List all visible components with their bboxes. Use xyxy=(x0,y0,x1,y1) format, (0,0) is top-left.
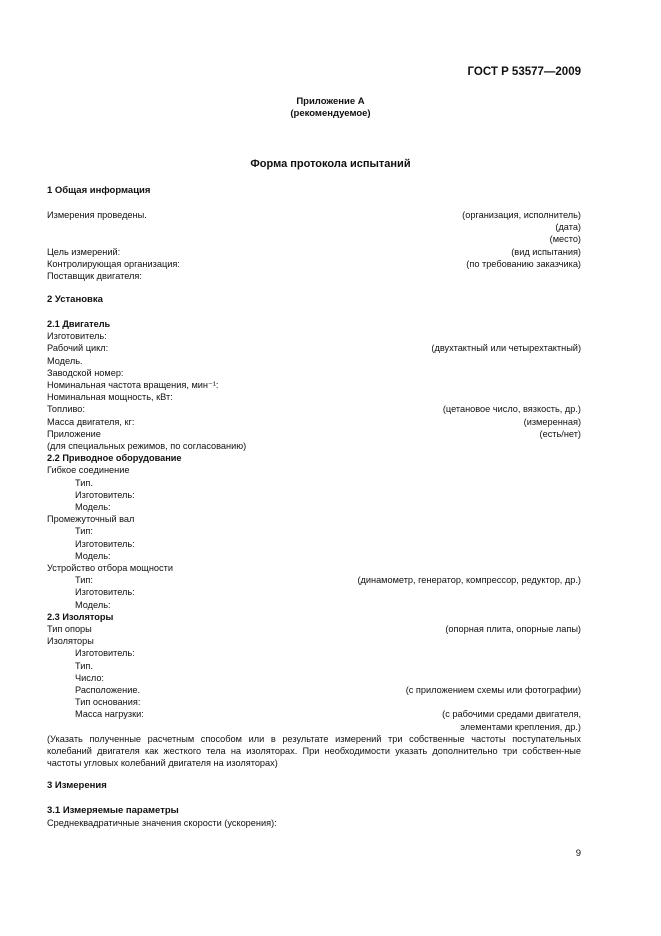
section1-line-note: (организация, исполнитель) xyxy=(462,210,581,220)
section2-line-label: Изготовитель: xyxy=(75,538,135,549)
section2-line-note: (есть/нет) xyxy=(539,428,581,439)
section2-line xyxy=(47,428,581,440)
section1-line-note: (вид испытания) xyxy=(511,246,581,257)
section2-line-label: Тип. xyxy=(75,660,93,671)
appendix-title: Приложение А xyxy=(296,96,365,107)
section2-line xyxy=(47,660,581,672)
section2-line xyxy=(47,538,581,550)
section1-line xyxy=(47,221,581,233)
section2-line xyxy=(47,696,581,708)
section2-line-label: Приложение xyxy=(47,428,101,439)
section1-line-label: Цель измерений: xyxy=(47,246,121,257)
section2-line xyxy=(47,403,581,415)
isolator-frequency-note: (Указать полученные расчетным способом или в результате измерений три собственные частоты поступательных колебаний двигателя как жесткого тела на изоляторах. При необходимости указать дополнительно три собствен-ные частоты угловых колебаний двигателя на изоляторах) xyxy=(47,733,581,769)
section2-line-note: (с рабочими средами двигателя, xyxy=(442,709,581,720)
section2-line-label: Модель: xyxy=(75,550,111,561)
section2-line-label: Модель: xyxy=(75,599,111,610)
section3-heading: 3 Измерения xyxy=(47,780,107,791)
section2-line xyxy=(47,708,581,720)
section2-line-label: Расположение. xyxy=(75,685,141,695)
section2-line xyxy=(47,416,581,428)
section2-line xyxy=(47,721,581,733)
section1-heading: 1 Общая информация xyxy=(47,185,151,196)
section2-line xyxy=(47,464,581,476)
standard-number: ГОСТ Р 53577—2009 xyxy=(467,66,581,78)
section2-line xyxy=(47,477,581,489)
section2-line-label: Устройство отбора мощности xyxy=(47,563,173,573)
section3-line-label: Среднеквадратичные значения скорости (ускорения): xyxy=(47,818,277,828)
section1-line-label: Измерения проведены. xyxy=(47,210,147,220)
section1-line xyxy=(47,209,581,221)
section2-line xyxy=(47,647,581,659)
section2-line-label: Изготовитель: xyxy=(47,331,107,342)
section2-line-label: (для специальных режимов, по согласованию) xyxy=(47,441,247,451)
section2-line-label: Изготовитель: xyxy=(75,648,135,659)
section2-line-label: 2.2 Приводное оборудование xyxy=(47,453,182,464)
section2-line xyxy=(47,562,581,574)
section2-line xyxy=(47,501,581,513)
section3-1-heading: 3.1 Измеряемые параметры xyxy=(47,805,179,816)
appendix-note: (рекомендуемое) xyxy=(290,108,371,119)
section2-line xyxy=(47,452,581,464)
section1-line-note: (дата) xyxy=(555,222,581,233)
section2-line-label: Рабочий цикл: xyxy=(47,343,109,354)
section2-line xyxy=(47,440,581,452)
section2-line-label: Топливо: xyxy=(47,404,85,415)
section1-line xyxy=(47,246,581,258)
section2-line-note: (двухтактный или четырехтактный) xyxy=(431,343,581,354)
section2-line xyxy=(47,330,581,342)
section1-line-label: Контролирующая организация: xyxy=(47,258,180,269)
section2-line-note: (измеренная) xyxy=(523,416,581,427)
section2-line xyxy=(47,355,581,367)
section1-line-label: Поставщик двигателя: xyxy=(47,271,142,281)
section2-line xyxy=(47,525,581,537)
section2-line-label: Тип: xyxy=(75,526,93,537)
section2-line xyxy=(47,586,581,598)
section2-line-label: Модель. xyxy=(47,355,83,366)
section2-line-note: элементами крепления, др.) xyxy=(460,721,581,732)
section2-line xyxy=(47,391,581,403)
section2-line xyxy=(47,635,581,647)
section2-line xyxy=(47,672,581,684)
section2-line xyxy=(47,623,581,635)
section2-line-note: (с приложением схемы или фотографии) xyxy=(405,685,581,695)
section2-line-label: Изготовитель: xyxy=(75,489,135,500)
section2-line-label: Число: xyxy=(75,672,104,683)
page-number: 9 xyxy=(575,848,581,859)
section2-line xyxy=(47,684,581,696)
section1-line xyxy=(47,258,581,270)
section2-line-label: Тип. xyxy=(75,477,93,488)
section1-line xyxy=(47,233,581,245)
section2-line xyxy=(47,550,581,562)
section1-line-note: (по требованию заказчика) xyxy=(466,258,581,269)
section2-line xyxy=(47,489,581,501)
section1-line-note: (место) xyxy=(549,234,581,245)
section2-line-label: Масса нагрузки: xyxy=(75,709,144,720)
section1-line xyxy=(47,270,581,282)
section2-line xyxy=(47,318,581,330)
section2-line-label: Промежуточный вал xyxy=(47,514,135,525)
section2-line-label: Масса двигателя, кг: xyxy=(47,416,135,427)
section2-line xyxy=(47,513,581,525)
section2-line-label: Тип основания: xyxy=(75,697,141,708)
section2-line-label: Изготовитель: xyxy=(75,587,135,598)
section2-line-label: Модель: xyxy=(75,502,111,512)
section2-line-label: Тип: xyxy=(75,575,93,586)
section2-line-note: (цетановое число, вязкость, др.) xyxy=(442,404,581,415)
section3-line xyxy=(47,817,581,829)
form-title: Форма протокола испытаний xyxy=(250,158,411,170)
section2-line xyxy=(47,367,581,379)
section2-line-label: Гибкое соединение xyxy=(47,465,130,476)
section2-line-label: Номинальная частота вращения, мин⁻¹: xyxy=(47,380,219,390)
section2-line-label: 2.3 Изоляторы xyxy=(47,611,114,622)
section2-heading: 2 Установка xyxy=(47,294,103,305)
section2-line-label: Заводской номер: xyxy=(47,367,124,378)
section2-line xyxy=(47,379,581,391)
section2-line-label: Номинальная мощность, кВт: xyxy=(47,392,173,403)
section2-line xyxy=(47,611,581,623)
section2-line-note: (опорная плита, опорные лапы) xyxy=(445,624,581,634)
section2-line-label: Тип опоры xyxy=(47,624,92,634)
section2-line xyxy=(47,599,581,611)
section2-line-label: Изоляторы xyxy=(47,636,94,647)
section2-line xyxy=(47,342,581,354)
section2-line xyxy=(47,574,581,586)
section2-line-note: (динамометр, генератор, компрессор, редуктор, др.) xyxy=(357,575,581,586)
section2-line-label: 2.1 Двигатель xyxy=(47,319,111,329)
